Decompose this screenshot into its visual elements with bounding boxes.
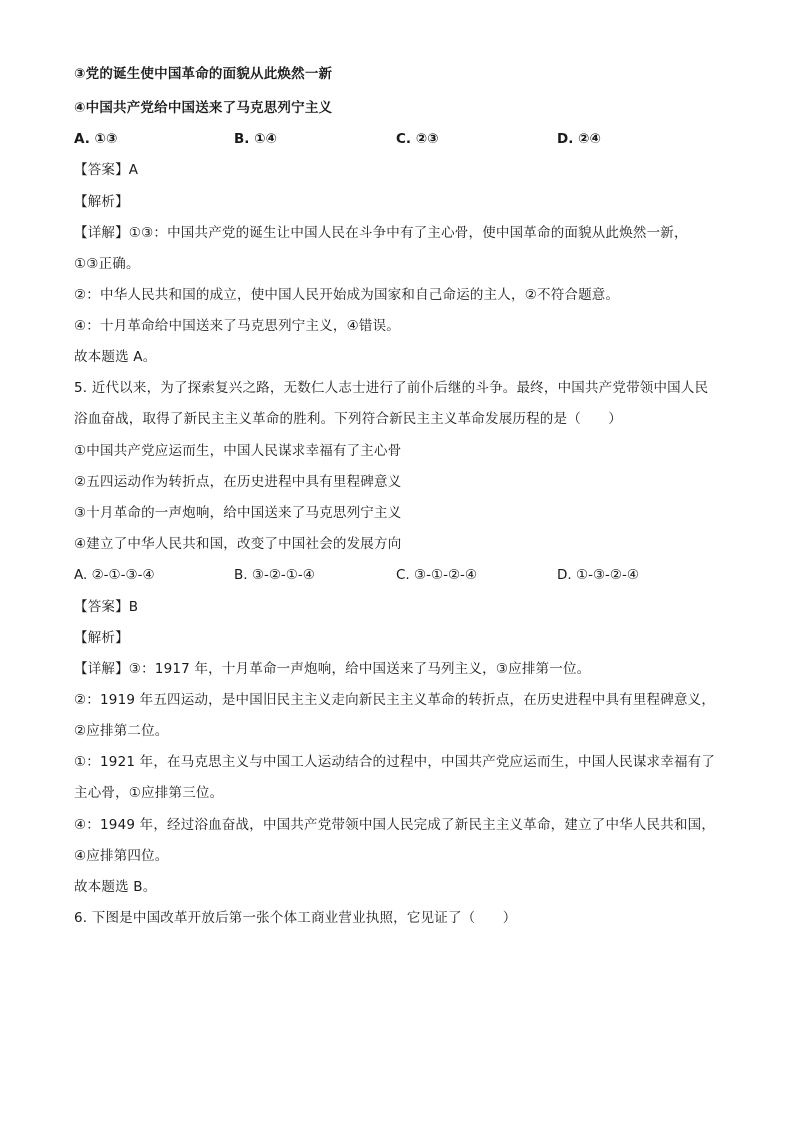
q5-statement-1: ①中国共产党应运而生，中国人民谋求幸福有了主心骨 [74,443,402,459]
q4-analysis-label: 【解析】 [74,194,129,210]
q5-detail-2b: ②应排第二位。 [74,723,169,739]
q5-option-b: B. ③-②-①-④ [234,567,315,583]
q4-statement-3: ③党的诞生使中国革命的面貌从此焕然一新 [74,66,333,82]
q4-detail-1a: 【详解】①③：中国共产党的诞生让中国人民在斗争中有了主心骨，使中国革命的面貌从此焕然一新， [74,225,688,241]
q4-conclusion: 故本题选 A。 [74,349,157,365]
q5-stem-line-2: 浴血奋战，取得了新民主主义革命的胜利。下列符合新民主主义革命发展历程的是（ ） [74,411,622,427]
q5-answer: 【答案】B [74,599,139,615]
q4-statement-4: ④中国共产党给中国送来了马克思列宁主义 [74,100,333,116]
q4-detail-3: ④：十月革命给中国送来了马克思列宁主义，④错误。 [74,318,401,334]
q5-statement-2: ②五四运动作为转折点，在历史进程中具有里程碑意义 [74,474,402,490]
q5-detail-4a: ④：1949 年，经过浴血奋战，中国共产党带领中国人民完成了新民主主义革命，建立了中华人民共和国， [74,817,716,833]
q4-answer: 【答案】A [74,162,139,178]
q5-detail-1: 【详解】③：1917 年，十月革命一声炮响，给中国送来了马列主义，③应排第一位。 [74,661,591,677]
q5-detail-3a: ①：1921 年，在马克思主义与中国工人运动结合的过程中，中国共产党应运而生，中国人民谋求幸福有了 [74,754,716,770]
q5-statement-3: ③十月革命的一声炮响，给中国送来了马克思列宁主义 [74,505,402,521]
q4-option-a: A. ①③ [74,131,118,147]
q4-detail-2: ②：中华人民共和国的成立，使中国人民开始成为国家和自己命运的主人，②不符合题意。 [74,287,620,303]
q6-stem: 6. 下图是中国改革开放后第一张个体工商业营业执照，它见证了（ ） [74,910,517,926]
q5-statement-4: ④建立了中华人民共和国，改变了中国社会的发展方向 [74,536,402,552]
q5-option-a: A. ②-①-③-④ [74,567,155,583]
q4-option-d: D. ②④ [557,131,601,147]
q5-option-d: D. ①-③-②-④ [557,567,640,583]
q5-conclusion: 故本题选 B。 [74,879,157,895]
q5-detail-3b: 主心骨，①应排第三位。 [74,785,224,801]
q5-stem-line-1: 5. 近代以来，为了探索复兴之路，无数仁人志士进行了前仆后继的斗争。最终，中国共产党带领中国人民 [74,380,709,396]
q5-detail-2a: ②：1919 年五四运动，是中国旧民主主义走向新民主主义革命的转折点，在历史进程中具有里程碑意义， [74,692,716,708]
q5-option-c: C. ③-①-②-④ [396,567,478,583]
q5-analysis-label: 【解析】 [74,630,129,646]
q4-detail-1b: ①③正确。 [74,256,140,272]
q5-detail-4b: ④应排第四位。 [74,848,169,864]
q4-option-c: C. ②③ [396,131,439,147]
q4-option-b: B. ①④ [234,131,277,147]
